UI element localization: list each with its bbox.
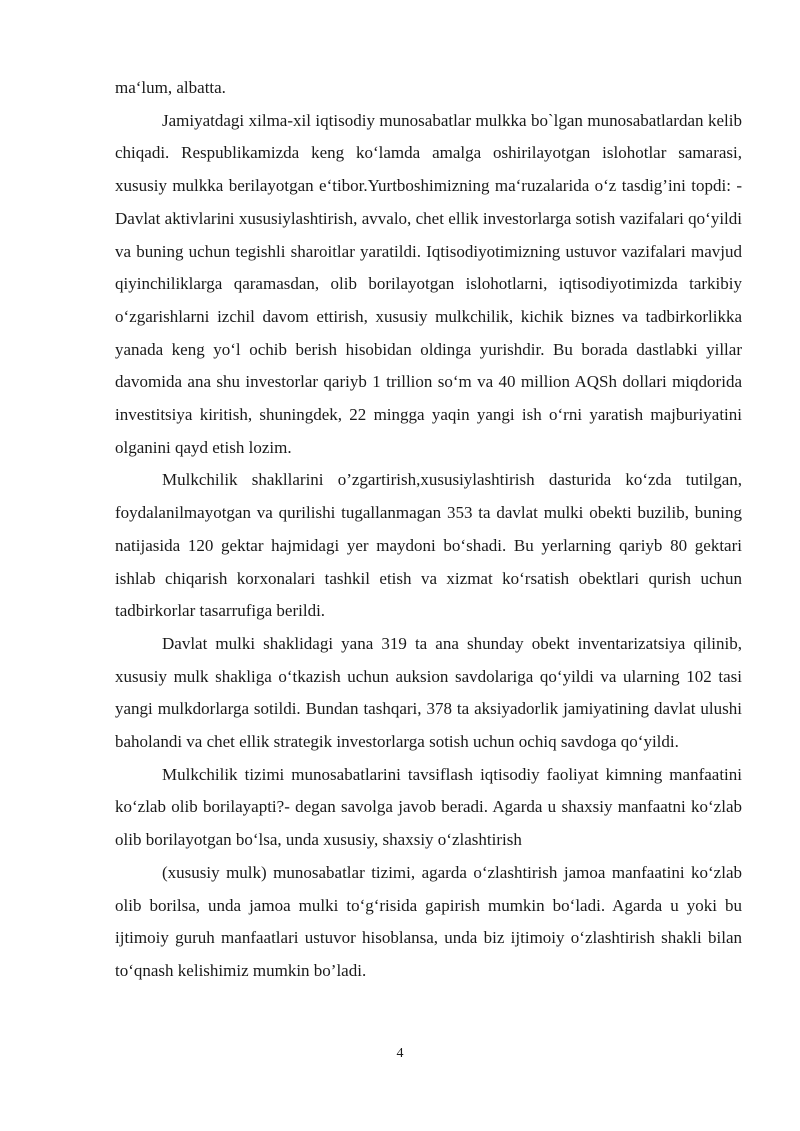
paragraph-privatization-program: Mulkchilik shakllarini o’zgartirish,xususiylashtirish dasturida ko‘zda tutilgan, foydalanilmayotgan va qurilishi tugallanmagan 353 ta davlat mulki obekti buzilib, buning natijasida 120 gektar hajmidagi yer maydoni bo‘shadi. Bu yerlarning qariyb 80 gektari ishlab chiqarish korxonalari tashkil etish va xizmat ko‘rsatish obektlari qurish uchun tadbirkorlar tasarrufiga berildi.: [115, 470, 742, 621]
paragraph-continuation: ma‘lum, albatta.: [115, 78, 226, 97]
body-text: [115, 72, 742, 988]
paragraph-state-property-inventory: Davlat mulki shaklidagi yana 319 ta ana shunday obekt inventarizatsiya qilinib, xususiy mulk shakliga o‘tkazish uchun auksion savdolariga qo‘yildi va ularning 102 tasi yangi mulkdorlarga sotildi. Bundan tashqari, 378 ta aksiyadorlik jamiyatining davlat ulushi baholandi va chet ellik strategik investorlarga sotish uchun ochiq savdoga qo‘yildi.: [115, 633, 742, 752]
paragraph-economic-relations: Jamiyatdagi xilma-xil iqtisodiy munosabatlar mulkka bo`lgan munosabatlardan kelib chiqadi. Respublikamizda keng ko‘lamda amalga oshirilayotgan islohotlar samarasi, xususiy mulkka berilayotgan e‘tibor.Yurtboshimizning ma‘ruzalarida o‘z tasdig’ini topdi: - Davlat aktivlarini xususiylashtirish, avvalo, chet ellik investorlarga sotish vazifalari qo‘yildi va buning uchun tegishli sharoitlar yaratildi. Iqtisodiyotimizning ustuvor vazifalari mavjud qiyinchiliklarga qaramasdan, olib borilayotgan islohotlarni, iqtisodiyotimizda tarkibiy o‘zgarishlarni izchil davom ettirish, xususiy mulkchilik, kichik biznes va tadbirkorlikka yanada keng yo‘l ochib berish hisobidan oldinga yurishdir. Bu borada dastlabki yillar davomida ana shu investorlar qariyb 1 trillion so‘m va 40 million AQSh dollari miqdorida investitsiya kiritish, shuningdek, 22 mingga yaqin yangi ish o‘rni yaratish majburiyatini olganini qayd etish lozim.: [115, 110, 742, 457]
page-number: 4: [396, 1046, 404, 1061]
paragraph-ownership-system: Mulkchilik tizimi munosabatlarini tavsiflash iqtisodiy faoliyat kimning manfaatini ko‘zlab olib borilayapti?- degan savolga javob beradi. Agarda u shaxsiy manfaatni ko‘zlab olib borilayotgan bo‘lsa, unda xususiy, shaxsiy o‘zlashtirish: [115, 764, 742, 850]
paragraph-private-property-relations: (xususiy mulk) munosabatlar tizimi, agarda o‘zlashtirish jamoa manfaatini ko‘zlab olib borilsa, unda jamoa mulki to‘g‘risida gapirish mumkin bo‘ladi. Agarda u yoki bu ijtimoiy guruh manfaatlari ustuvor hisoblansa, unda biz ijtimoiy o‘zlashtirish shakli bilan to‘qnash kelishimiz mumkin bo’ladi.: [115, 862, 742, 980]
